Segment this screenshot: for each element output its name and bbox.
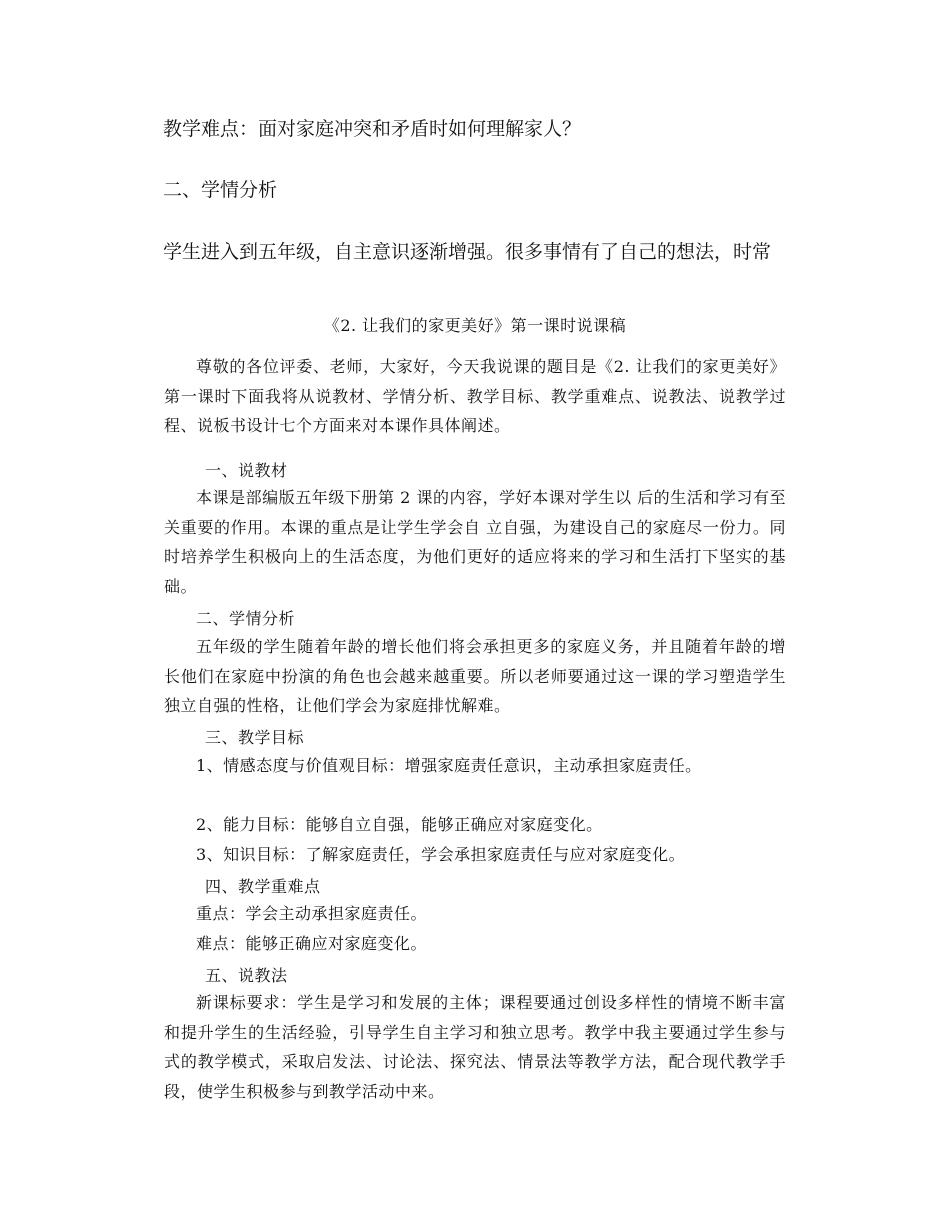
intro-paragraph: 尊敬的各位评委、老师，大家好，今天我说课的题目是《2. 让我们的家更美好》第一课时下面我将从说教材、学情分析、教学目标、教学重难点、说教法、说教学过程、说板书设计七个方面来对本课作具体阐述。	[164, 357, 786, 435]
goal-ability: 2、能力目标：能够自立自强，能够正确应对家庭变化。	[196, 815, 603, 834]
section-heading-student-analysis: 二、学情分析	[163, 179, 278, 201]
textbook-paragraph: 本课是部编版五年级下册第 2 课的内容，学好本课对学生以 后的生活和学习有至关重要的作用。本课的重点是让学生学会自 立自强，为建设自己的家庭尽一份力。同时培养学生积极向上的生活态度，为他们更好的适应将来的学习和生活打下坚实的基础。	[164, 488, 786, 596]
document-title: 《2. 让我们的家更美好》第一课时说课稿	[323, 316, 627, 335]
difficult-point: 难点：能够正确应对家庭变化。	[196, 934, 428, 953]
heading-teaching-goals: 三、教学目标	[205, 728, 305, 747]
teaching-difficulty-line: 教学难点：面对家庭冲突和矛盾时如何理解家人？	[163, 118, 582, 140]
heading-textbook: 一、说教材	[205, 461, 288, 480]
key-point: 重点：学会主动承担家庭责任。	[196, 904, 428, 923]
heading-student-analysis: 二、学情分析	[196, 609, 296, 628]
teaching-methods-paragraph: 新课标要求：学生是学习和发展的主体；课程要通过创设多样性的情境不断丰富和提升学生的生活经验，引导学生自主学习和独立思考。教学中我主要通过学生参与式的教学模式，采取启发法、讨论法、探究法、情景法等教学方法，配合现代教学手段，使学生积极参与到教学活动中来。	[164, 993, 786, 1101]
heading-key-points: 四、教学重难点	[205, 877, 321, 896]
goal-knowledge: 3、知识目标：了解家庭责任，学会承担家庭责任与应对家庭变化。	[196, 845, 686, 864]
goal-emotion: 1、情感态度与价值观目标：增强家庭责任意识，主动承担家庭责任。	[196, 756, 702, 775]
student-analysis-paragraph: 五年级的学生随着年龄的增长他们将会承担更多的家庭义务，并且随着年龄的增长他们在家庭中扮演的角色也会越来越重要。所以老师要通过这一课的学习塑造学生独立自强的性格，让他们学会为家庭排忧解难。	[164, 637, 786, 715]
student-analysis-line: 学生进入到五年级，自主意识逐渐增强。很多事情有了自己的想法，时常	[163, 241, 772, 263]
heading-teaching-methods: 五、说教法	[205, 966, 288, 985]
